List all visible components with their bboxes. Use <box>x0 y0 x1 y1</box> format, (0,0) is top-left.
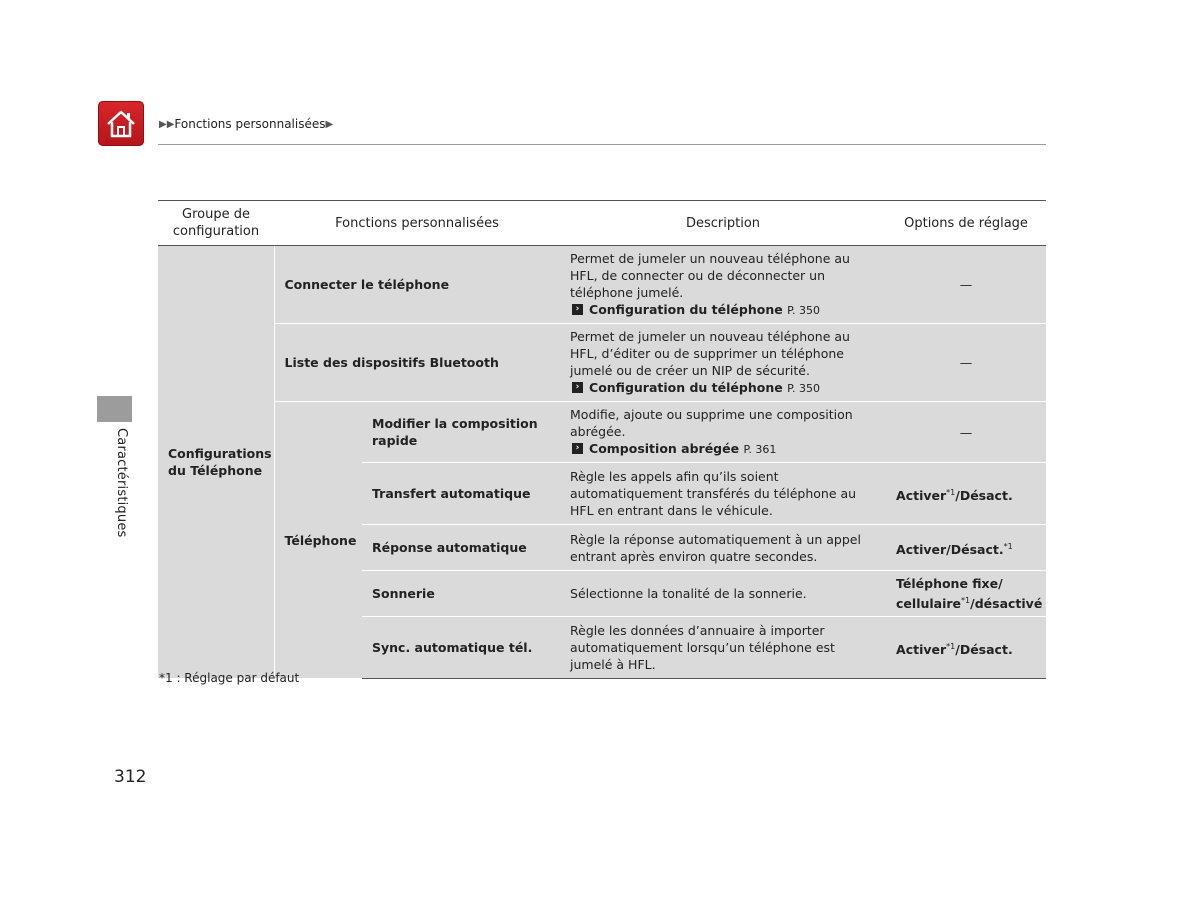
cross-reference[interactable] <box>570 440 876 458</box>
description-cell <box>560 246 886 324</box>
description-cell: Règle la réponse automatiquement à un appel entrant après environ quatre secondes. <box>560 525 886 571</box>
breadcrumb-link[interactable]: Fonctions personnalisées <box>174 117 326 131</box>
footnote-marker: *1 <box>1003 541 1013 551</box>
option-cell <box>886 617 1046 679</box>
group-cell: Configurations du Téléphone <box>158 246 274 679</box>
option-value: Activer <box>896 641 947 657</box>
header-group: Groupe de configuration <box>158 201 274 246</box>
footnote-marker: *1 <box>946 641 956 651</box>
option-cell <box>886 525 1046 571</box>
feature-cell: Sync. automatique tél. <box>362 617 560 679</box>
option-value: cellulaire <box>896 596 962 611</box>
reference-arrow-icon: › <box>572 382 583 393</box>
table-row <box>158 246 1046 324</box>
option-separator: / <box>955 641 960 657</box>
option-cell <box>886 571 1046 617</box>
subgroup-cell: Téléphone <box>274 402 362 679</box>
reference-title: Configuration du téléphone <box>589 380 783 395</box>
option-separator: / <box>998 576 1003 591</box>
reference-arrow-icon: › <box>572 304 583 315</box>
header-functions: Fonctions personnalisées <box>274 201 560 246</box>
table-header-row <box>158 201 1046 246</box>
footnote: *1 : Réglage par défaut <box>159 671 300 685</box>
feature-cell: Transfert automatique <box>362 463 560 525</box>
description-cell <box>560 402 886 463</box>
feature-cell: Liste des dispositifs Bluetooth <box>274 324 560 402</box>
option-value: Désact. <box>959 641 1013 657</box>
reference-page: P. 361 <box>743 443 777 456</box>
option-separator: / <box>955 487 960 503</box>
reference-title: Configuration du téléphone <box>589 302 783 317</box>
cross-reference[interactable] <box>570 301 876 319</box>
home-button[interactable] <box>98 101 144 146</box>
cross-reference[interactable] <box>570 379 876 397</box>
description-text: Permet de jumeler un nouveau téléphone au HFL, d’éditer ou de supprimer un téléphone jumelé ou de créer un NIP de sécurité. <box>570 329 850 378</box>
breadcrumb-prefix-arrows: ▶▶ <box>159 118 175 130</box>
home-icon <box>105 109 137 139</box>
description-cell: Règle les appels afin qu’ils soient automatiquement transférés du téléphone au HFL en entrant dans le véhicule. <box>560 463 886 525</box>
breadcrumb <box>159 117 333 131</box>
header-description: Description <box>560 201 886 246</box>
option-value: Désact. <box>959 487 1013 503</box>
description-cell <box>560 324 886 402</box>
settings-table <box>158 200 1046 679</box>
reference-arrow-icon: › <box>572 443 583 454</box>
option-value: Activer <box>896 487 947 503</box>
feature-cell: Modifier la composition rapide <box>362 402 560 463</box>
option-value: Activer <box>896 541 947 557</box>
reference-page: P. 350 <box>787 304 820 317</box>
option-value: Désact. <box>950 541 1004 557</box>
option-separator: / <box>946 541 951 557</box>
reference-title: Composition abrégée <box>589 441 740 456</box>
description-cell: Règle les données d’annuaire à importer automatiquement lorsqu’un téléphone est jumelé à HFL. <box>560 617 886 679</box>
footnote-marker: *1 <box>961 596 971 605</box>
feature-cell: Réponse automatique <box>362 525 560 571</box>
option-cell: — <box>886 246 1046 324</box>
option-cell: — <box>886 324 1046 402</box>
reference-page: P. 350 <box>787 382 820 395</box>
header-divider <box>158 144 1046 145</box>
option-value: désactivé <box>974 596 1043 611</box>
option-cell: — <box>886 402 1046 463</box>
feature-cell: Connecter le téléphone <box>274 246 560 324</box>
section-label: Caractéristiques <box>114 428 129 538</box>
footnote-marker: *1 <box>946 487 956 497</box>
table-row <box>158 402 1046 463</box>
option-separator: / <box>970 596 975 611</box>
section-tab[interactable] <box>97 396 132 422</box>
description-text: Modifie, ajoute ou supprime une composition abrégée. <box>570 407 853 439</box>
description-cell: Sélectionne la tonalité de la sonnerie. <box>560 571 886 617</box>
feature-cell: Sonnerie <box>362 571 560 617</box>
option-value: Téléphone fixe <box>896 576 999 591</box>
page-number: 312 <box>114 767 147 787</box>
table-row <box>158 324 1046 402</box>
option-cell <box>886 463 1046 525</box>
header-options: Options de réglage <box>886 201 1046 246</box>
description-text: Permet de jumeler un nouveau téléphone au HFL, de connecter ou de déconnecter un téléphone jumelé. <box>570 251 850 300</box>
breadcrumb-suffix-arrow: ▶ <box>325 118 334 130</box>
